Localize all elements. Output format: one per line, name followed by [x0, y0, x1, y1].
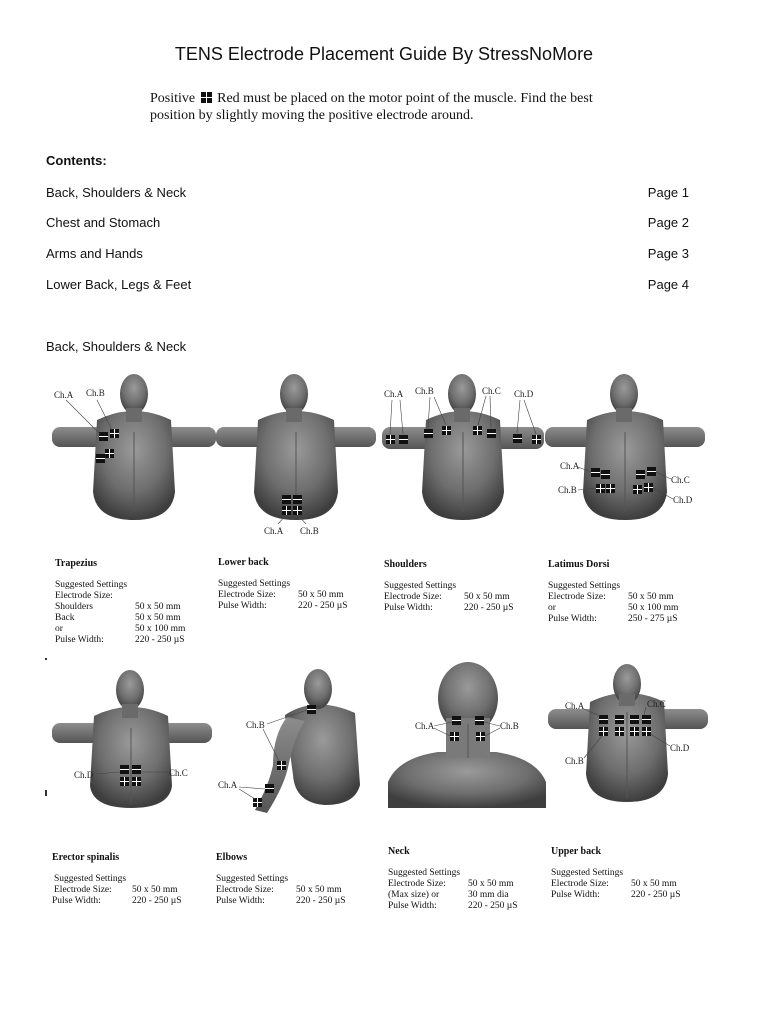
settings-key: Pulse Width:: [55, 635, 104, 645]
channel-label: Ch.A: [415, 721, 435, 731]
page-title: TENS Electrode Placement Guide By StressNoMore: [174, 44, 594, 64]
settings-key: Electrode Size:: [216, 885, 274, 895]
electrode-negative-icon: [601, 470, 610, 479]
section-heading: Back, Shoulders & Neck: [46, 339, 187, 354]
channel-label: Ch.C: [671, 475, 690, 485]
intro-paragraph: [150, 90, 650, 124]
channel-label: Ch.B: [300, 526, 319, 536]
settings-value: 50 x 100 mm: [628, 603, 679, 613]
settings-key: Pulse Width:: [548, 614, 597, 624]
caption-erector-spinalis: [52, 852, 202, 907]
settings-key: Pulse Width:: [218, 601, 267, 611]
settings-value: 50 x 50 mm: [628, 592, 674, 602]
electrode-negative-icon: [475, 716, 484, 725]
back-figure-illustration: [382, 372, 544, 522]
settings-value: 50 x 50 mm: [468, 879, 514, 889]
caption-latimus-dorsi: [548, 559, 698, 625]
settings-key: Pulse Width:: [52, 896, 101, 906]
settings-row: [388, 890, 538, 901]
electrode-positive-icon: [630, 727, 639, 736]
settings-label: Suggested Settings: [551, 868, 624, 878]
electrode-negative-icon: [96, 454, 105, 463]
electrode-negative-icon: [399, 435, 408, 444]
settings-key: Electrode Size:: [218, 590, 276, 600]
toc-label[interactable]: Arms and Hands: [46, 246, 143, 261]
caption-lower-back: [218, 557, 368, 612]
muscle-name: Elbows: [216, 852, 248, 863]
electrode-positive-icon: [476, 732, 485, 741]
electrode-positive-icon: [473, 426, 482, 435]
electrode-positive-icon: [599, 727, 608, 736]
electrode-positive-icon: [596, 484, 605, 493]
settings-value: 220 - 250 µS: [468, 901, 518, 911]
electrode-positive-icon: [132, 777, 141, 786]
intro-line1: Red must be placed on the motor point of the muscle. Find the best: [217, 91, 593, 106]
settings-value: 50 x 50 mm: [135, 602, 181, 612]
electrode-positive-icon: [450, 732, 459, 741]
electrode-positive-icon: [442, 426, 451, 435]
back-figure-illustration: [548, 662, 708, 812]
settings-key: Back: [55, 613, 75, 623]
channel-label: Ch.A: [218, 780, 238, 790]
back-figure-illustration: [216, 372, 376, 540]
figure-latimus-dorsi: [545, 372, 707, 522]
electrode-negative-icon: [647, 467, 656, 476]
settings-value: 220 - 250 µS: [298, 601, 348, 611]
electrode-positive-icon: [644, 483, 653, 492]
channel-label: Ch.A: [565, 701, 585, 711]
electrode-positive-icon: [615, 727, 624, 736]
settings-value: 220 - 250 µS: [631, 890, 681, 900]
settings-key: Electrode Size:: [54, 885, 112, 895]
positive-word: Positive: [150, 91, 196, 106]
electrode-negative-icon: [99, 432, 108, 441]
settings-key: (Max size) or: [388, 890, 440, 900]
figure-lower-back: [216, 372, 376, 540]
electrode-positive-icon: [606, 484, 615, 493]
settings-row: [548, 614, 698, 625]
electrode-negative-icon: [424, 429, 433, 438]
settings-row: [384, 592, 534, 603]
settings-value: 250 - 275 µS: [628, 614, 678, 624]
muscle-name: Upper back: [551, 846, 602, 857]
electrode-negative-icon: [636, 470, 645, 479]
settings-key: Electrode Size:: [384, 592, 442, 602]
settings-value: 50 x 50 mm: [132, 885, 178, 895]
figure-trapezius: [52, 372, 216, 522]
settings-row: [218, 601, 368, 612]
caption-trapezius: [55, 558, 205, 646]
muscle-name: Erector spinalis: [52, 852, 120, 863]
settings-value: 220 - 250 µS: [135, 635, 185, 645]
channel-label: Ch.D: [670, 743, 690, 753]
caption-shoulders: [384, 559, 534, 614]
toc-label[interactable]: Back, Shoulders & Neck: [46, 185, 187, 200]
toc-label[interactable]: Lower Back, Legs & Feet: [46, 277, 192, 292]
settings-row: [384, 603, 534, 614]
channel-label: Ch.D: [74, 770, 94, 780]
electrode-positive-icon: [642, 727, 651, 736]
settings-label: Suggested Settings: [384, 581, 457, 591]
settings-key: Pulse Width:: [384, 603, 433, 613]
electrode-positive-icon: [532, 435, 541, 444]
muscle-name: Lower back: [218, 557, 269, 568]
settings-row: [52, 896, 202, 907]
electrode-negative-icon: [615, 715, 624, 724]
settings-key: Electrode Size:: [55, 591, 113, 601]
toc-label[interactable]: Chest and Stomach: [46, 215, 161, 230]
back-figure-illustration: [52, 372, 216, 522]
toc-page: Page 4: [647, 277, 689, 292]
settings-row: [548, 603, 698, 614]
contents-heading: Contents:: [46, 153, 107, 168]
electrode-negative-icon: [293, 495, 302, 504]
electrode-negative-icon: [599, 715, 608, 724]
electrode-negative-icon: [132, 765, 141, 774]
muscle-name: Neck: [388, 846, 410, 857]
settings-label: Suggested Settings: [55, 580, 128, 590]
caption-upper-back: [551, 846, 701, 901]
channel-label: Ch.C: [169, 768, 188, 778]
settings-value: 220 - 250 µS: [464, 603, 514, 613]
settings-row: [55, 613, 205, 624]
settings-value: 50 x 50 mm: [296, 885, 342, 895]
settings-row: [388, 901, 538, 912]
electrode-positive-icon: [201, 92, 212, 103]
electrode-positive-icon: [253, 798, 262, 807]
muscle-name: Shoulders: [384, 559, 427, 570]
settings-value: 50 x 100 mm: [135, 624, 186, 634]
channel-label: Ch.B: [246, 720, 265, 730]
settings-value: 50 x 50 mm: [135, 613, 181, 623]
settings-value: 220 - 250 µS: [296, 896, 346, 906]
electrode-positive-icon: [110, 429, 119, 438]
settings-label: Suggested Settings: [54, 874, 127, 884]
channel-label: Ch.B: [558, 485, 577, 495]
settings-value: 50 x 50 mm: [464, 592, 510, 602]
electrode-negative-icon: [452, 716, 461, 725]
electrode-positive-icon: [105, 449, 114, 458]
arm-figure-illustration: [215, 665, 375, 815]
settings-row: [55, 602, 205, 613]
electrode-positive-icon: [120, 777, 129, 786]
figure-upper-back: [548, 662, 708, 812]
settings-value: 220 - 250 µS: [132, 896, 182, 906]
channel-label: Ch.D: [514, 389, 534, 399]
settings-row: [216, 885, 366, 896]
electrode-positive-icon: [633, 485, 642, 494]
muscle-name: Trapezius: [55, 558, 98, 569]
figure-shoulders: [382, 372, 544, 522]
electrode-negative-icon: [642, 715, 651, 724]
settings-row: [218, 590, 368, 601]
channel-label: Ch.A: [384, 389, 404, 399]
settings-label: Suggested Settings: [218, 579, 291, 589]
channel-label: Ch.A: [264, 526, 284, 536]
settings-key: or: [548, 603, 556, 613]
electrode-negative-icon: [120, 765, 129, 774]
caption-elbows: [216, 852, 366, 907]
settings-row: [216, 896, 366, 907]
figure-erector-spinalis: [52, 668, 212, 810]
electrode-negative-icon: [630, 715, 639, 724]
electrode-positive-icon: [293, 506, 302, 515]
channel-label: Ch.B: [565, 756, 584, 766]
electrode-negative-icon: [591, 468, 600, 477]
settings-key: Electrode Size:: [551, 879, 609, 889]
caption-neck: [388, 846, 538, 912]
channel-label: Ch.C: [482, 386, 501, 396]
settings-value: 50 x 50 mm: [298, 590, 344, 600]
channel-label: Ch.B: [500, 721, 519, 731]
settings-row: [551, 890, 701, 901]
electrode-positive-icon: [386, 435, 395, 444]
channel-label: Ch.B: [86, 388, 105, 398]
channel-label: Ch.A: [54, 390, 74, 400]
settings-row: [55, 624, 205, 635]
muscle-name: Latimus Dorsi: [548, 559, 610, 570]
figure-neck: [388, 662, 546, 808]
back-figure-illustration: [545, 372, 707, 522]
toc-page: Page 1: [647, 185, 689, 200]
settings-key: or: [55, 624, 63, 634]
channel-label: Ch.C: [647, 699, 666, 709]
electrode-positive-icon: [282, 506, 291, 515]
settings-key: Pulse Width:: [216, 896, 265, 906]
electrode-negative-icon: [265, 784, 274, 793]
stray-mark: [45, 790, 47, 796]
settings-row: [548, 592, 698, 603]
electrode-negative-icon: [513, 434, 522, 443]
settings-row: [551, 879, 701, 890]
settings-value: 30 mm dia: [468, 890, 509, 900]
settings-row: [388, 879, 538, 890]
settings-key: Shoulders: [55, 602, 93, 612]
neck-figure-illustration: [388, 662, 546, 808]
channel-label: Ch.A: [560, 461, 580, 471]
settings-value: 50 x 50 mm: [631, 879, 677, 889]
back-figure-illustration: [52, 668, 212, 810]
electrode-positive-icon: [277, 761, 286, 770]
electrode-negative-icon: [487, 429, 496, 438]
channel-label: Ch.B: [415, 386, 434, 396]
settings-key: Electrode Size:: [548, 592, 606, 602]
electrode-negative-icon: [282, 495, 291, 504]
settings-key: Electrode Size:: [388, 879, 446, 889]
settings-label: Suggested Settings: [388, 868, 461, 878]
settings-label: Suggested Settings: [216, 874, 289, 884]
settings-label: Suggested Settings: [548, 581, 621, 591]
settings-row: [55, 591, 205, 602]
electrode-negative-icon: [307, 705, 316, 714]
intro-line2: position by slightly moving the positive electrode around.: [150, 108, 474, 123]
settings-row: [52, 885, 202, 896]
settings-key: Pulse Width:: [551, 890, 600, 900]
toc-page: Page 2: [647, 215, 689, 230]
settings-key: Pulse Width:: [388, 901, 437, 911]
channel-label: Ch.D: [673, 495, 693, 505]
toc-page: Page 3: [647, 246, 689, 261]
figure-elbows: [215, 665, 375, 815]
settings-row: [55, 635, 205, 646]
stray-mark: [45, 658, 47, 660]
